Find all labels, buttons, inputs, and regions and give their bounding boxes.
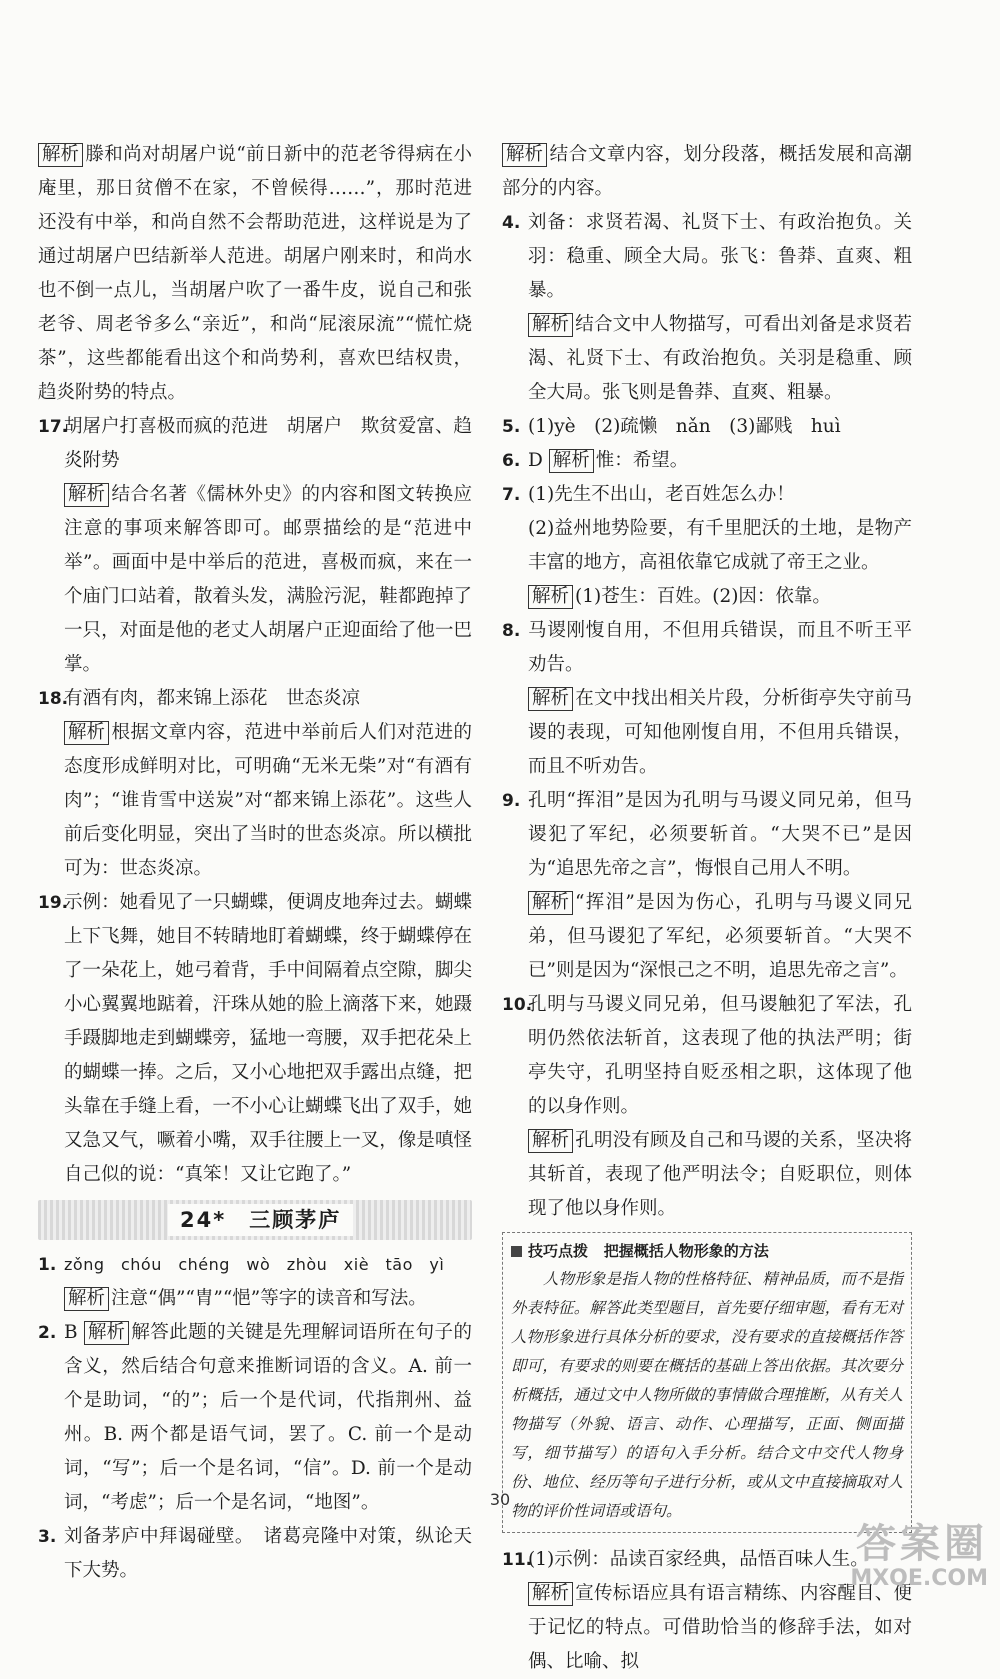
question-6 (502, 444, 912, 478)
analysis-text: 结合文章内容，划分段落，概括发展和高潮部分的内容。 (502, 144, 912, 199)
answer-choice: D (528, 450, 543, 471)
analysis-tag: 解析 (84, 1321, 129, 1345)
right-column (502, 138, 912, 1679)
tip-title: 把握概括人物形象的方法 (603, 1242, 769, 1260)
answer-text: 马谡刚愎自用，不但用兵错误，而且不听王平劝告。 (528, 620, 912, 675)
analysis-paragraph (502, 138, 912, 206)
answer-line-2: (2)益州地势险要，有千里肥沃的土地，是物产丰富的地方，高祖依靠它成就了帝王之业。 (528, 518, 912, 573)
answer-text: (1)yè (2)疏懒 nǎn (3)鄙贱 huì (528, 416, 841, 437)
analysis-tag: 解析 (64, 721, 109, 745)
question-number: 17. (38, 417, 69, 437)
analysis-text: 结合文中人物描写，可看出刘备是求贤若渴、礼贤下士、有政治抱负。关羽是稳重、顾全大局。张飞则是鲁莽、直爽、粗暴。 (528, 314, 912, 403)
question-number: 8. (502, 621, 521, 641)
analysis-tag: 解析 (528, 1129, 573, 1153)
analysis-text: 滕和尚对胡屠户说“前日新中的范老爷得病在小庵里，那日贫僧不在家，不曾候得……”，那时范进还没有中举，和尚自然不会帮助范进，这样说是为了通过胡屠户巴结新举人范进。胡屠户刚来时，和尚水也不倒一点儿，当胡屠户吹了一番牛皮，说自己和张老爷、周老爷多么“亲近”，和尚“屁滚尿流”“慌忙烧茶”，这些都能看出这个和尚势利，喜欢巴结权贵，趋炎附势的特点。 (38, 144, 472, 403)
question-number: 3. (38, 1527, 57, 1547)
analysis-paragraph (528, 1577, 912, 1679)
question-number: 2. (38, 1323, 57, 1343)
answer-text: 刘备：求贤若渴、礼贤下士、有政治抱负。关羽：稳重、顾全大局。张飞：鲁莽、直爽、粗暴。 (528, 212, 912, 301)
analysis-tag: 解析 (528, 891, 573, 915)
question-number: 11. (502, 1550, 533, 1570)
answer-with-analysis (528, 444, 912, 478)
analysis-tag: 解析 (528, 1582, 573, 1606)
question-number: 7. (502, 485, 521, 505)
question-19 (38, 886, 472, 1192)
answer-line-1: (1)先生不出山，老百姓怎么办！ (528, 484, 795, 505)
analysis-text: “挥泪”是因为伤心，孔明与马谡义同兄弟，但马谡犯了军纪，必须要斩首。“大哭不已”则是因为“深恨己之不明，追思先帝之言”。 (528, 892, 912, 981)
left-column (38, 138, 472, 1588)
question-number: 18. (38, 689, 69, 709)
question-9 (502, 784, 912, 988)
tip-body: 人物形象是指人物的性格特征、精神品质，而不是指外表特征。解答此类型题目，首先要仔细审题，看有无对人物形象进行具体分析的要求，没有要求的直接概括作答即可，有要求的则要在概括的基础上答出依据。其次要分析概括，通过文中人物所做的事情做合理推断，从有关人物描写（外貌、语言、动作、心理描写，正面、侧面描写，细节描写）的语句入手分析。结合文中交代人物身份、地位、经历等句子进行分析，或从文中直接摘取对人物的评价性词语或语句。 (511, 1270, 903, 1520)
question-5 (502, 410, 912, 444)
answer-text: 胡屠户打喜极而疯的范进 胡屠户 欺贫爱富、趋炎附势 (64, 416, 472, 471)
question-number: 9. (502, 791, 521, 811)
question-number: 6. (502, 451, 521, 471)
analysis-text: 惟：希望。 (595, 450, 689, 471)
question-8 (502, 614, 912, 784)
section-header-bar (38, 1200, 472, 1240)
question-4 (502, 206, 912, 410)
analysis-text: 在文中找出相关片段，分析街亭失守前马谡的表现，可知他刚愎自用，不但用兵错误，而且不听劝告。 (528, 688, 912, 777)
analysis-paragraph (528, 682, 912, 784)
section-title: 24* 三顾茅庐 (168, 1204, 353, 1236)
watermark-logo (850, 1522, 988, 1592)
analysis-text: 宣传标语应具有语言精练、内容醒目、便于记忆的特点。可借助恰当的修辞手法，如对偶、比喻、拟 (528, 1583, 912, 1672)
analysis-paragraph (528, 580, 912, 614)
question-number: 19. (38, 893, 69, 913)
analysis-text: 根据文章内容，范进中举前后人们对范进的态度形成鲜明对比，可明确“无米无柴”对“有酒有肉”；“谁肯雪中送炭”对“都来锦上添花”。这些人前后变化明显，突出了当时的世态炎凉。所以横批可为：世态炎凉。 (64, 722, 472, 879)
question-7 (502, 478, 912, 614)
answer-choice: B (64, 1322, 78, 1343)
answer-text: 孔明与马谡义同兄弟，但马谡触犯了军法，孔明仍然依法斩首，这表现了他的执法严明；街亭失守，孔明坚持自贬丞相之职，这体现了他的以身作则。 (528, 994, 912, 1117)
analysis-tag: 解析 (64, 1287, 109, 1311)
analysis-tag: 解析 (528, 687, 573, 711)
question-number: 1. (38, 1255, 57, 1275)
tip-header (511, 1237, 903, 1265)
analysis-text: (1)苍生：百姓。(2)因：依靠。 (575, 586, 831, 607)
analysis-tag: 解析 (528, 313, 573, 337)
question-10 (502, 988, 912, 1226)
tip-box (502, 1232, 912, 1533)
question-1 (38, 1248, 472, 1316)
analysis-paragraph (528, 1124, 912, 1226)
question-number: 5. (502, 417, 521, 437)
question-number: 4. (502, 213, 521, 233)
tip-square-icon (511, 1246, 522, 1257)
analysis-paragraph (64, 1282, 472, 1316)
analysis-tag: 解析 (549, 449, 594, 473)
analysis-paragraph (64, 478, 472, 682)
analysis-text: 注意“偶”“胄”“悒”等字的读音和写法。 (111, 1288, 427, 1309)
tip-label: 技巧点拨 (528, 1242, 589, 1260)
answer-text: 孔明“挥泪”是因为孔明与马谡义同兄弟，但马谡犯了军纪，必须要斩首。“大哭不已”是因为“追思先帝之言”，悔恨自己用人不明。 (528, 790, 912, 879)
analysis-text: 解答此题的关键是先理解词语所在句子的含义，然后结合句意来推断词语的含义。A. 前一个是助词，“的”；后一个是代词，代指荆州、益州。B. 两个都是语气词，罢了。C. 前一个是动词，“写”；后一个是名词，“信”。D. 前一个是动词，“考虑”；后一个是名词，“地图”。 (64, 1322, 472, 1513)
question-18 (38, 682, 472, 886)
analysis-paragraph (528, 308, 912, 410)
question-3 (38, 1520, 472, 1588)
analysis-tag: 解析 (528, 585, 573, 609)
analysis-paragraph (38, 138, 472, 410)
analysis-tag: 解析 (502, 143, 547, 167)
analysis-paragraph (528, 886, 912, 988)
page-number: 30 (489, 1490, 511, 1509)
pinyin-answer: zǒng chóu chéng wò zhòu xiè tāo yì (64, 1255, 445, 1274)
analysis-paragraph (64, 716, 472, 886)
watermark-text: 答案圈 (856, 1521, 988, 1567)
analysis-text: 孔明没有顾及自己和马谡的关系，坚决将其斩首，表现了他严明法令；自贬职位，则体现了他以身作则。 (528, 1130, 912, 1219)
answer-text: 有酒有肉，都来锦上添花 世态炎凉 (64, 688, 361, 709)
analysis-tag: 解析 (64, 483, 109, 507)
analysis-tag: 解析 (38, 143, 83, 167)
analysis-text: 结合名著《儒林外史》的内容和图文转换应注意的事项来解答即可。邮票描绘的是“范进中举”。画面中是中举后的范进，喜极而疯，来在一个庙门口站着，散着头发，满脸污泥，鞋都跑掉了一只，对面是他的老丈人胡屠户正迎面给了他一巴掌。 (64, 484, 472, 675)
question-17 (38, 410, 472, 682)
question-number: 10. (502, 995, 533, 1015)
watermark-url: MXQE.COM (850, 1566, 988, 1591)
answer-text: 刘备茅庐中拜谒碰壁。 诸葛亮隆中对策，纵论天下大势。 (64, 1526, 472, 1581)
answer-text: 示例：她看见了一只蝴蝶，便调皮地奔过去。蝴蝶上下飞舞，她目不转睛地盯着蝴蝶，终于蝴蝶停在了一朵花上，她弓着背，手中间隔着点空隙，脚尖小心翼翼地踮着，汗珠从她的脸上滴落下来，她蹑手蹑脚地走到蝴蝶旁，猛地一弯腰，双手把花朵上的蝴蝶一捧。之后，又小心地把双手露出点缝，把头靠在手缝上看，一不小心让蝴蝶飞出了双手，她又急又气，噘着小嘴，双手往腰上一叉，像是嗔怪自己似的说：“真笨！又让它跑了。” (64, 892, 472, 1185)
answer-text: (1)示例：品读百家经典，品悟百味人生。 (528, 1549, 869, 1570)
